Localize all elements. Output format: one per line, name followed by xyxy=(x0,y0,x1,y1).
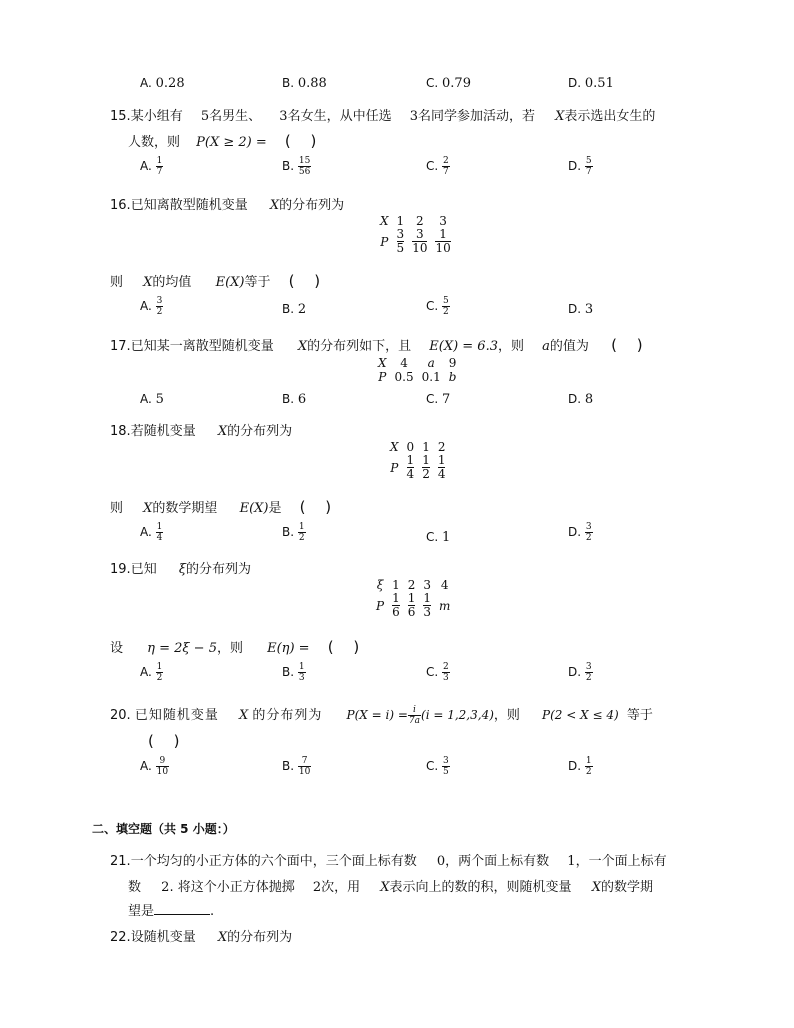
q17-option-a: A. 5 xyxy=(140,392,164,407)
q15-line2: 人数，则 P(X ≥ 2) = ( ) xyxy=(128,132,317,150)
q19-line1: 19.已知 ξ的分布列为 xyxy=(110,562,252,577)
q19-option-c: C. $\frac{2}{3}$ xyxy=(426,662,449,683)
q19-line2: 设 η = 2ξ − 5，则 E(η) = ( ) xyxy=(110,638,360,656)
q21-line2: 数 2. 将这个小正方体抛掷 2次，用 X表示向上的数的积，则随机变量 X的数学期 xyxy=(128,880,653,895)
q17-line1: 17.已知某一离散型随机变量 X的分布列如下，且 E(X) = 6.3，则 a的值为 ( ) xyxy=(110,336,643,354)
q21-answer-blank[interactable] xyxy=(154,902,210,915)
q14-option-c: C. 0.79 xyxy=(426,76,471,91)
q16-option-d: D. 3 xyxy=(568,302,594,317)
q20-line2: ( ) xyxy=(148,732,180,750)
q20-option-a: A. $\frac{9}{10}$ xyxy=(140,756,169,777)
q18-option-c: C. 1 xyxy=(426,530,451,545)
q15-option-d: D. $\frac{5}{7}$ xyxy=(568,156,592,177)
q18-distribution-table: X 0 1 2 P $\frac{1}{4}$ $\frac{1}{2}$ $\frac{1}{4}$ xyxy=(390,440,446,481)
q18-option-a: A. $\frac{1}{4}$ xyxy=(140,522,163,543)
q20-option-c: C. $\frac{3}{5}$ xyxy=(426,756,449,777)
q16-option-a: A. $\frac{3}{2}$ xyxy=(140,296,163,317)
q16-distribution-table: X 1 2 3 P $\frac{3}{5}$ $\frac{3}{10}$ $\frac{1}{10}$ xyxy=(380,214,451,255)
q18-option-b: B. $\frac{1}{2}$ xyxy=(282,522,305,543)
q20-option-d: D. $\frac{1}{2}$ xyxy=(568,756,592,777)
q16-line2: 则 X的均值 E(X)等于 ( ) xyxy=(110,272,321,290)
q19-option-d: D. $\frac{3}{2}$ xyxy=(568,662,592,683)
q17-option-d: D. 8 xyxy=(568,392,594,407)
q14-option-a: A. 0.28 xyxy=(140,76,185,91)
section-heading-fill-in: 二、填空题（共 5 小题：） xyxy=(92,822,235,836)
q19-option-a: A. $\frac{1}{2}$ xyxy=(140,662,163,683)
q14-option-d: D. 0.51 xyxy=(568,76,614,91)
q15-option-c: C. $\frac{2}{7}$ xyxy=(426,156,449,177)
q18-line2: 则 X的数学期望 E(X)是 ( ) xyxy=(110,498,332,516)
q16-option-b: B. 2 xyxy=(282,302,307,317)
q14-option-b: B. 0.88 xyxy=(282,76,327,91)
q15-option-b: B. $\frac{15}{56}$ xyxy=(282,156,311,177)
q17-option-b: B. 6 xyxy=(282,392,307,407)
q15-option-a: A. $\frac{1}{7}$ xyxy=(140,156,163,177)
q17-distribution-table: X 4 a 9 P 0.5 0.1 b xyxy=(378,356,457,384)
q21-line3: 望是 . xyxy=(128,904,215,919)
q19-option-b: B. $\frac{1}{3}$ xyxy=(282,662,305,683)
q18-line1: 18.若随机变量 X的分布列为 xyxy=(110,424,293,439)
q16-line1: 16.已知离散型随机变量 X的分布列为 xyxy=(110,198,345,213)
q21-line1: 21.一个均匀的小正方体的六个面中，三个面上标有数 0，两个面上标有数 1，一个面上标有 xyxy=(110,854,667,869)
q20-option-b: B. $\frac{7}{10}$ xyxy=(282,756,311,777)
q19-distribution-table: ξ 1 2 3 4 P $\frac{1}{6}$ $\frac{1}{6}$ $\frac{1}{3}$ m xyxy=(376,578,451,619)
question-22: 22.设随机变量 X的分布列为 xyxy=(110,930,293,945)
q15-line1: 15.某小组有 5名男生、 3名女生，从中任选 3名同学参加活动，若 X表示选出女生的 xyxy=(110,109,656,124)
q17-option-c: C. 7 xyxy=(426,392,451,407)
q18-option-d: D. $\frac{3}{2}$ xyxy=(568,522,592,543)
q16-option-c: C. $\frac{5}{2}$ xyxy=(426,296,449,317)
q20-line1: 20. 已知随机变量 X 的分布列为 P(X = i) = $\frac{i}{7a}$ (i = 1,2,3,4)，则 P(2 < X ≤ 4) 等于 xyxy=(110,705,653,726)
